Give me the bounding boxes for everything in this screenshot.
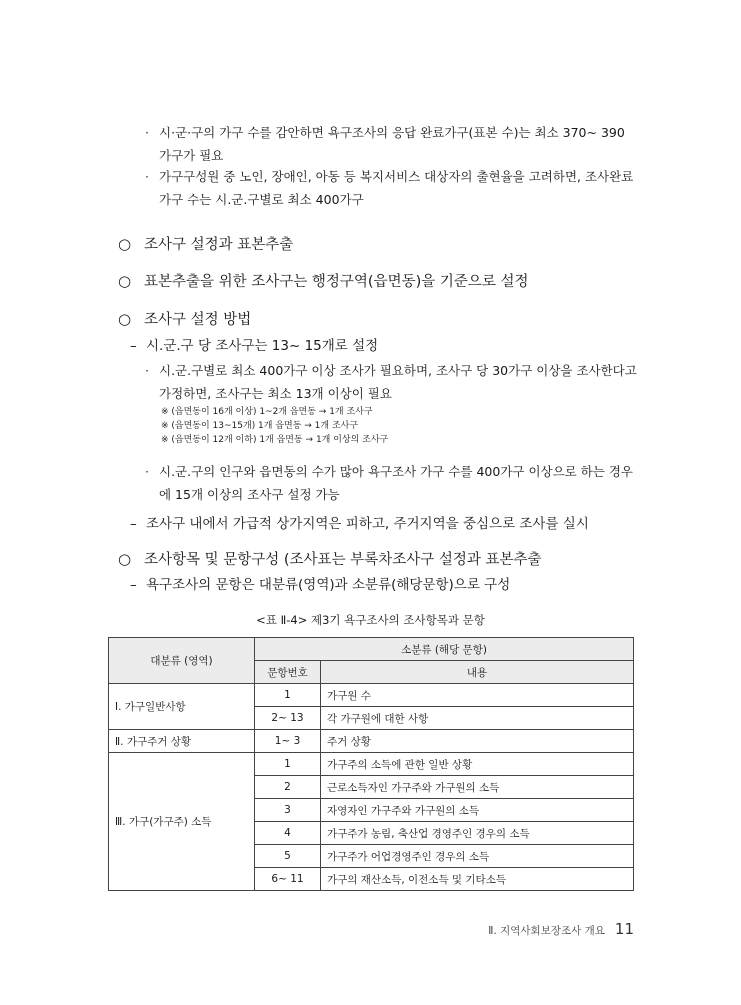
num-cell: 3 — [255, 799, 321, 822]
table-row — [109, 684, 634, 707]
bullet-text: 시.군.구의 인구와 읍면동의 수가 많아 욕구조사 가구 수를 400가구 이상으로 하는 경우 — [159, 464, 633, 479]
bullet-mark: · — [145, 363, 149, 378]
content-cell: 가구주의 소득에 관한 일반 상황 — [321, 753, 634, 776]
table-header-row — [109, 638, 634, 661]
bullet-text-cont: 에 15개 이상의 조사구 설정 가능 — [159, 487, 340, 502]
dash-marker: – — [130, 516, 137, 532]
dash-district-count — [130, 335, 378, 357]
circle-marker: ○ — [118, 272, 132, 290]
bullet-text-cont: 가정하면, 조사구는 최소 13개 이상이 필요 — [159, 386, 392, 401]
table-caption: <표 Ⅱ-4> 제3기 욕구조사의 조사항목과 문항 — [256, 613, 485, 627]
header-num: 문항번호 — [255, 661, 321, 684]
bullet-text-cont: 가구 수는 시.군.구별로 최소 400가구 — [159, 192, 364, 207]
content-cell: 근로소득자인 가구주와 가구원의 소득 — [321, 776, 634, 799]
num-cell: 2~ 13 — [255, 707, 321, 730]
heading-district-basis — [118, 270, 529, 293]
bullet-text: 시.군.구별로 최소 400가구 이상 조사가 필요하며, 조사구 당 30가구 이상을 조사한다고 — [159, 363, 637, 378]
heading-text: 조사구 설정 방법 — [144, 312, 252, 328]
note-16-plus: ※ (읍면동이 16개 이상) 1~2개 읍면동 → 1개 조사구 — [161, 407, 373, 417]
heading-text: 조사항목 및 문항구성 (조사표는 부록차조사구 설정과 표본추출 — [144, 552, 542, 568]
page-number: 11 — [614, 920, 634, 938]
bullet-min-districts — [145, 359, 639, 405]
bullet-mark: · — [145, 169, 149, 184]
bullet-mark: · — [145, 464, 149, 479]
content-cell: 자영자인 가구주와 가구원의 소득 — [321, 799, 634, 822]
num-cell: 5 — [255, 845, 321, 868]
circle-marker: ○ — [118, 310, 132, 328]
note-12-less: ※ (읍면동이 12개 이하) 1개 읍면동 → 1개 이상의 조사구 — [161, 435, 389, 445]
survey-items-table — [108, 637, 634, 891]
bullet-text-cont: 가구가 필요 — [159, 148, 224, 163]
page-footer — [488, 920, 634, 938]
header-content: 내용 — [321, 661, 634, 684]
num-cell: 4 — [255, 822, 321, 845]
bullet-mark: · — [145, 125, 149, 140]
dash-marker: – — [130, 577, 137, 593]
dash-text: 시.군.구 당 조사구는 13~ 15개로 설정 — [146, 338, 379, 354]
header-major: 대분류 (영역) — [109, 638, 255, 684]
circle-marker: ○ — [118, 235, 132, 253]
content-cell: 가구주가 농림, 축산업 경영주인 경우의 소득 — [321, 822, 634, 845]
dash-marker: – — [130, 338, 137, 354]
num-cell: 2 — [255, 776, 321, 799]
content-cell: 가구원 수 — [321, 684, 634, 707]
table-row — [109, 753, 634, 776]
heading-items — [118, 548, 542, 571]
dash-question-structure — [130, 574, 510, 596]
num-cell: 6~ 11 — [255, 868, 321, 891]
num-cell: 1~ 3 — [255, 730, 321, 753]
dash-residential — [130, 513, 589, 535]
heading-method — [118, 308, 251, 331]
bullet-sample-size — [145, 121, 639, 167]
note-13-15: ※ (읍면동이 13~15개) 1개 읍면동 → 1개 조사구 — [161, 421, 359, 431]
dash-text: 조사구 내에서 가급적 상가지역은 피하고, 주거지역을 중심으로 조사를 실시 — [146, 516, 589, 532]
num-cell: 1 — [255, 753, 321, 776]
bullet-text: 가구구성원 중 노인, 장애인, 아동 등 복지서비스 대상자의 출현율을 고려하면, 조사완료 — [159, 169, 634, 184]
major-cell: Ⅱ. 가구주거 상황 — [109, 730, 255, 753]
bullet-large-district — [145, 460, 639, 506]
footer-section-title: Ⅱ. 지역사회보장조사 개요 — [488, 925, 605, 937]
num-cell: 1 — [255, 684, 321, 707]
bullet-text: 시·군·구의 가구 수를 감안하면 욕구조사의 응답 완료가구(표본 수)는 최소 370~ 390 — [159, 125, 625, 140]
bullet-target-rate — [145, 165, 639, 211]
table-row — [109, 730, 634, 753]
major-cell: Ⅲ. 가구(가구주) 소득 — [109, 753, 255, 891]
dash-text: 욕구조사의 문항은 대분류(영역)과 소분류(해당문항)으로 구성 — [146, 577, 511, 593]
content-cell: 각 가구원에 대한 사항 — [321, 707, 634, 730]
circle-marker: ○ — [118, 550, 132, 568]
content-cell: 주거 상황 — [321, 730, 634, 753]
heading-text: 조사구 설정과 표본추출 — [144, 237, 294, 253]
heading-sampling — [118, 233, 293, 256]
major-cell: Ⅰ. 가구일반사항 — [109, 684, 255, 730]
header-minor: 소분류 (해당 문항) — [255, 638, 634, 661]
content-cell: 가구의 재산소득, 이전소득 및 기타소득 — [321, 868, 634, 891]
heading-text: 표본추출을 위한 조사구는 행정구역(읍면동)을 기준으로 설정 — [144, 274, 529, 290]
content-cell: 가구주가 어업경영주인 경우의 소득 — [321, 845, 634, 868]
